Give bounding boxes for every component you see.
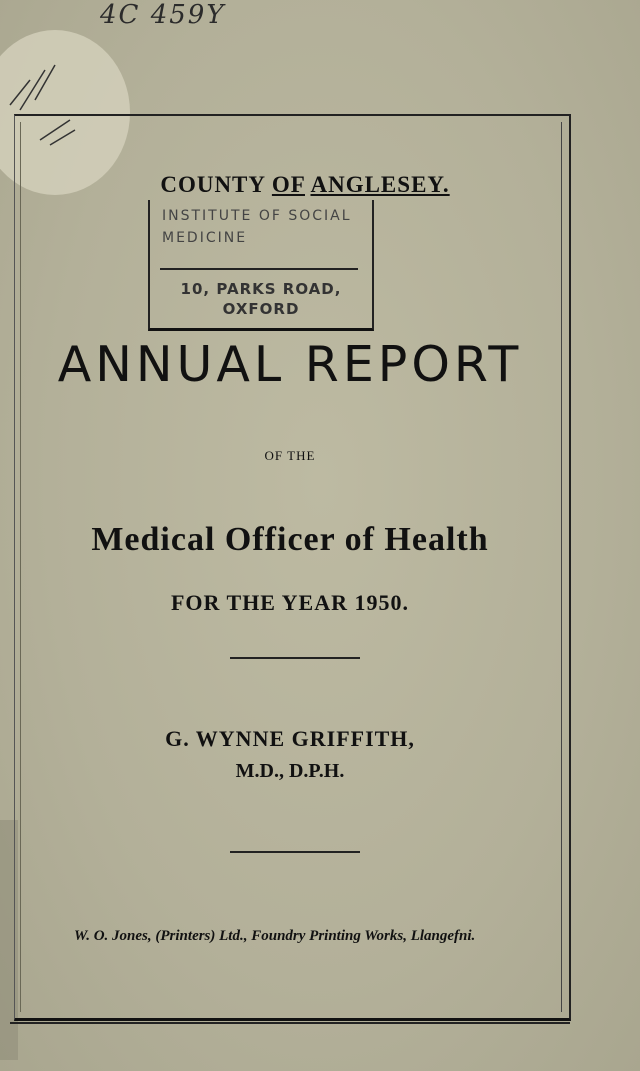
county-name: ANGLESEY. bbox=[310, 172, 450, 197]
stamp-line-2: MEDICINE bbox=[162, 230, 248, 246]
library-stamp bbox=[148, 200, 374, 331]
divider bbox=[230, 851, 360, 853]
author-name: G. WYNNE GRIFFITH, bbox=[165, 726, 415, 751]
stamp-line-1: INSTITUTE OF SOCIAL bbox=[162, 208, 352, 224]
subject-title: Medical Officer of Health bbox=[91, 521, 489, 558]
county-word: COUNTY bbox=[160, 172, 266, 197]
printer-imprint: W. O. Jones, (Printers) Ltd., Foundry Printing Works, Llangefni. bbox=[74, 928, 476, 944]
of-the-text: OF THE bbox=[264, 448, 316, 463]
divider bbox=[230, 657, 360, 659]
bottom-rule bbox=[10, 1022, 570, 1024]
stamp-line-3: 10, PARKS ROAD, bbox=[180, 280, 342, 298]
report-year: FOR THE YEAR 1950. bbox=[170, 590, 410, 615]
county-heading bbox=[0, 172, 610, 198]
handwritten-reference: 4C 459Y bbox=[100, 0, 226, 30]
stamp-line-4: OXFORD bbox=[222, 300, 300, 318]
annual-report-title: ANNUAL REPORT bbox=[57, 336, 523, 393]
county-of: OF bbox=[271, 172, 305, 197]
author-degrees: M.D., D.P.H. bbox=[235, 760, 345, 782]
stamp-rule bbox=[160, 268, 358, 270]
